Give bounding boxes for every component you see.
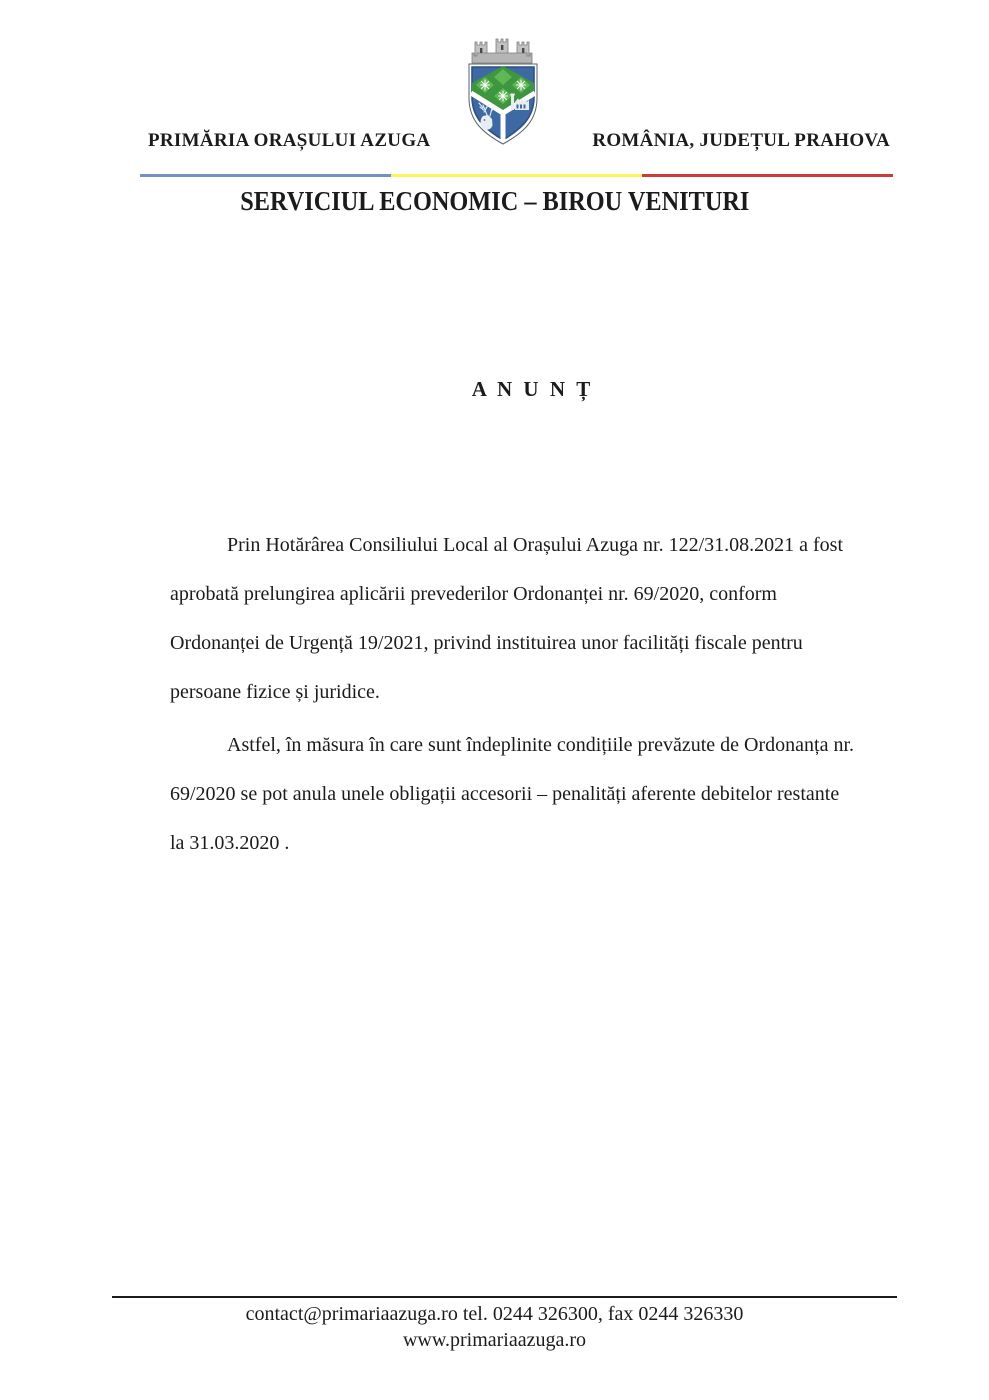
azuga-coat-of-arms-icon bbox=[463, 36, 543, 146]
department-title: SERVICIUL ECONOMIC – BIROU VENITURI bbox=[239, 186, 750, 216]
body-line: 69/2020 se pot anula unele obligații accesorii – penalități aferente debitelor restante bbox=[170, 783, 840, 805]
paragraph bbox=[170, 721, 910, 868]
municipality-name: PRIMĂRIA ORAȘULUI AZUGA bbox=[148, 130, 431, 151]
contact-info: contact@primariaazuga.ro tel. 0244 326300, fax 0244 326330 bbox=[245, 1303, 744, 1325]
body-line: Ordonanței de Urgență 19/2021, privind instituirea unor facilități fiscale pentru bbox=[170, 632, 803, 654]
flag-yellow-stripe bbox=[391, 174, 642, 177]
body-line: la 31.03.2020 . bbox=[170, 832, 290, 854]
announcement-title: A N U N Ț bbox=[471, 377, 594, 401]
footer-divider bbox=[112, 1296, 897, 1298]
country-region-name: ROMÂNIA, JUDEȚUL PRAHOVA bbox=[592, 130, 890, 151]
announcement-body bbox=[170, 521, 910, 872]
mural-crown-icon bbox=[472, 39, 532, 63]
website-url: www.primariaazuga.ro bbox=[402, 1329, 587, 1351]
paragraph bbox=[170, 521, 910, 717]
body-line: aprobată prelungirea aplicării prevederilor Ordonanței nr. 69/2020, conform bbox=[170, 583, 777, 605]
flag-red-stripe bbox=[642, 174, 893, 177]
body-line: persoane fizice și juridice. bbox=[170, 681, 380, 703]
body-line: Prin Hotărârea Consiliului Local al Orașului Azuga nr. 122/31.08.2021 a fost bbox=[227, 534, 843, 556]
body-line: Astfel, în măsura în care sunt îndeplinite condițiile prevăzute de Ordonanța nr. bbox=[227, 734, 855, 756]
flag-blue-stripe bbox=[140, 174, 391, 177]
flag-divider bbox=[140, 174, 893, 177]
